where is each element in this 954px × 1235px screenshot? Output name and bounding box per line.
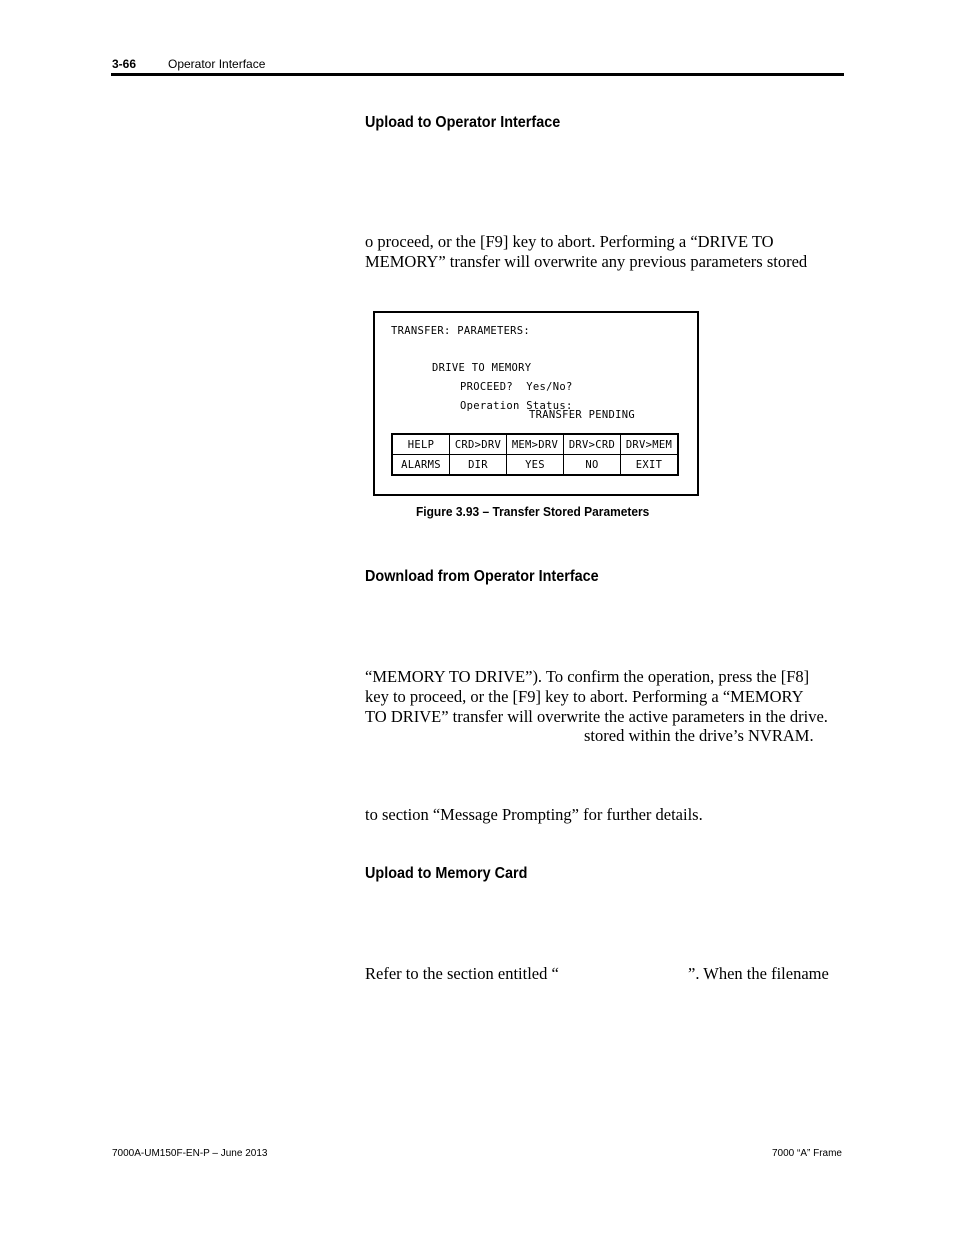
transfer-parameters-screen [373,311,699,496]
screen-operation: DRIVE TO MEMORY [432,362,532,374]
footer-product-name: 7000 “A” Frame [771,1148,842,1159]
header-section-title: Operator Interface [168,57,266,71]
screen-status-value: TRANSFER PENDING [529,409,635,421]
key-help[interactable]: HELP [392,434,450,455]
body-line: o proceed, or the [F9] key to abort. Performing a “DRIVE TO [365,232,774,251]
screen-status-label: Operation Status: [460,400,573,412]
key-exit[interactable]: EXIT [621,455,679,476]
key-alarms[interactable]: ALARMS [392,455,450,476]
figure-caption: Figure 3.93 – Transfer Stored Parameters [416,504,650,519]
body-line: stored within the drive’s NVRAM. [584,726,814,745]
footer-document-id: 7000A-UM150F-EN-P – June 2013 [112,1148,268,1159]
header-rule [111,73,844,76]
key-yes[interactable]: YES [507,455,564,476]
heading-download-from-operator-interface: Download from Operator Interface [365,568,599,585]
body-line: “MEMORY TO DRIVE”). To confirm the operation, press the [F8] [365,667,810,686]
body-line: key to proceed, or the [F9] key to abort. Performing a “MEMORY [365,687,804,706]
body-line-right: ”. When the filename [688,964,829,983]
key-mem-to-drv[interactable]: MEM>DRV [507,434,564,455]
screen-title: TRANSFER: PARAMETERS: [391,325,531,337]
key-crd-to-drv[interactable]: CRD>DRV [450,434,507,455]
screen-proceed-prompt: PROCEED? Yes/No? [460,381,573,393]
key-drv-to-crd[interactable]: DRV>CRD [564,434,621,455]
function-key-grid [391,433,679,476]
body-line-left: Refer to the section entitled “ [365,964,559,983]
key-dir[interactable]: DIR [450,455,507,476]
key-no[interactable]: NO [564,455,621,476]
heading-upload-to-operator-interface: Upload to Operator Interface [365,114,561,131]
key-drv-to-mem[interactable]: DRV>MEM [621,434,679,455]
body-line: TO DRIVE” transfer will overwrite the active parameters in the drive. [365,707,828,726]
heading-upload-to-memory-card: Upload to Memory Card [365,865,528,882]
page-number: 3-66 [112,57,137,71]
body-line: MEMORY” transfer will overwrite any previous parameters stored [365,252,808,271]
body-line: to section “Message Prompting” for further details. [365,805,703,824]
